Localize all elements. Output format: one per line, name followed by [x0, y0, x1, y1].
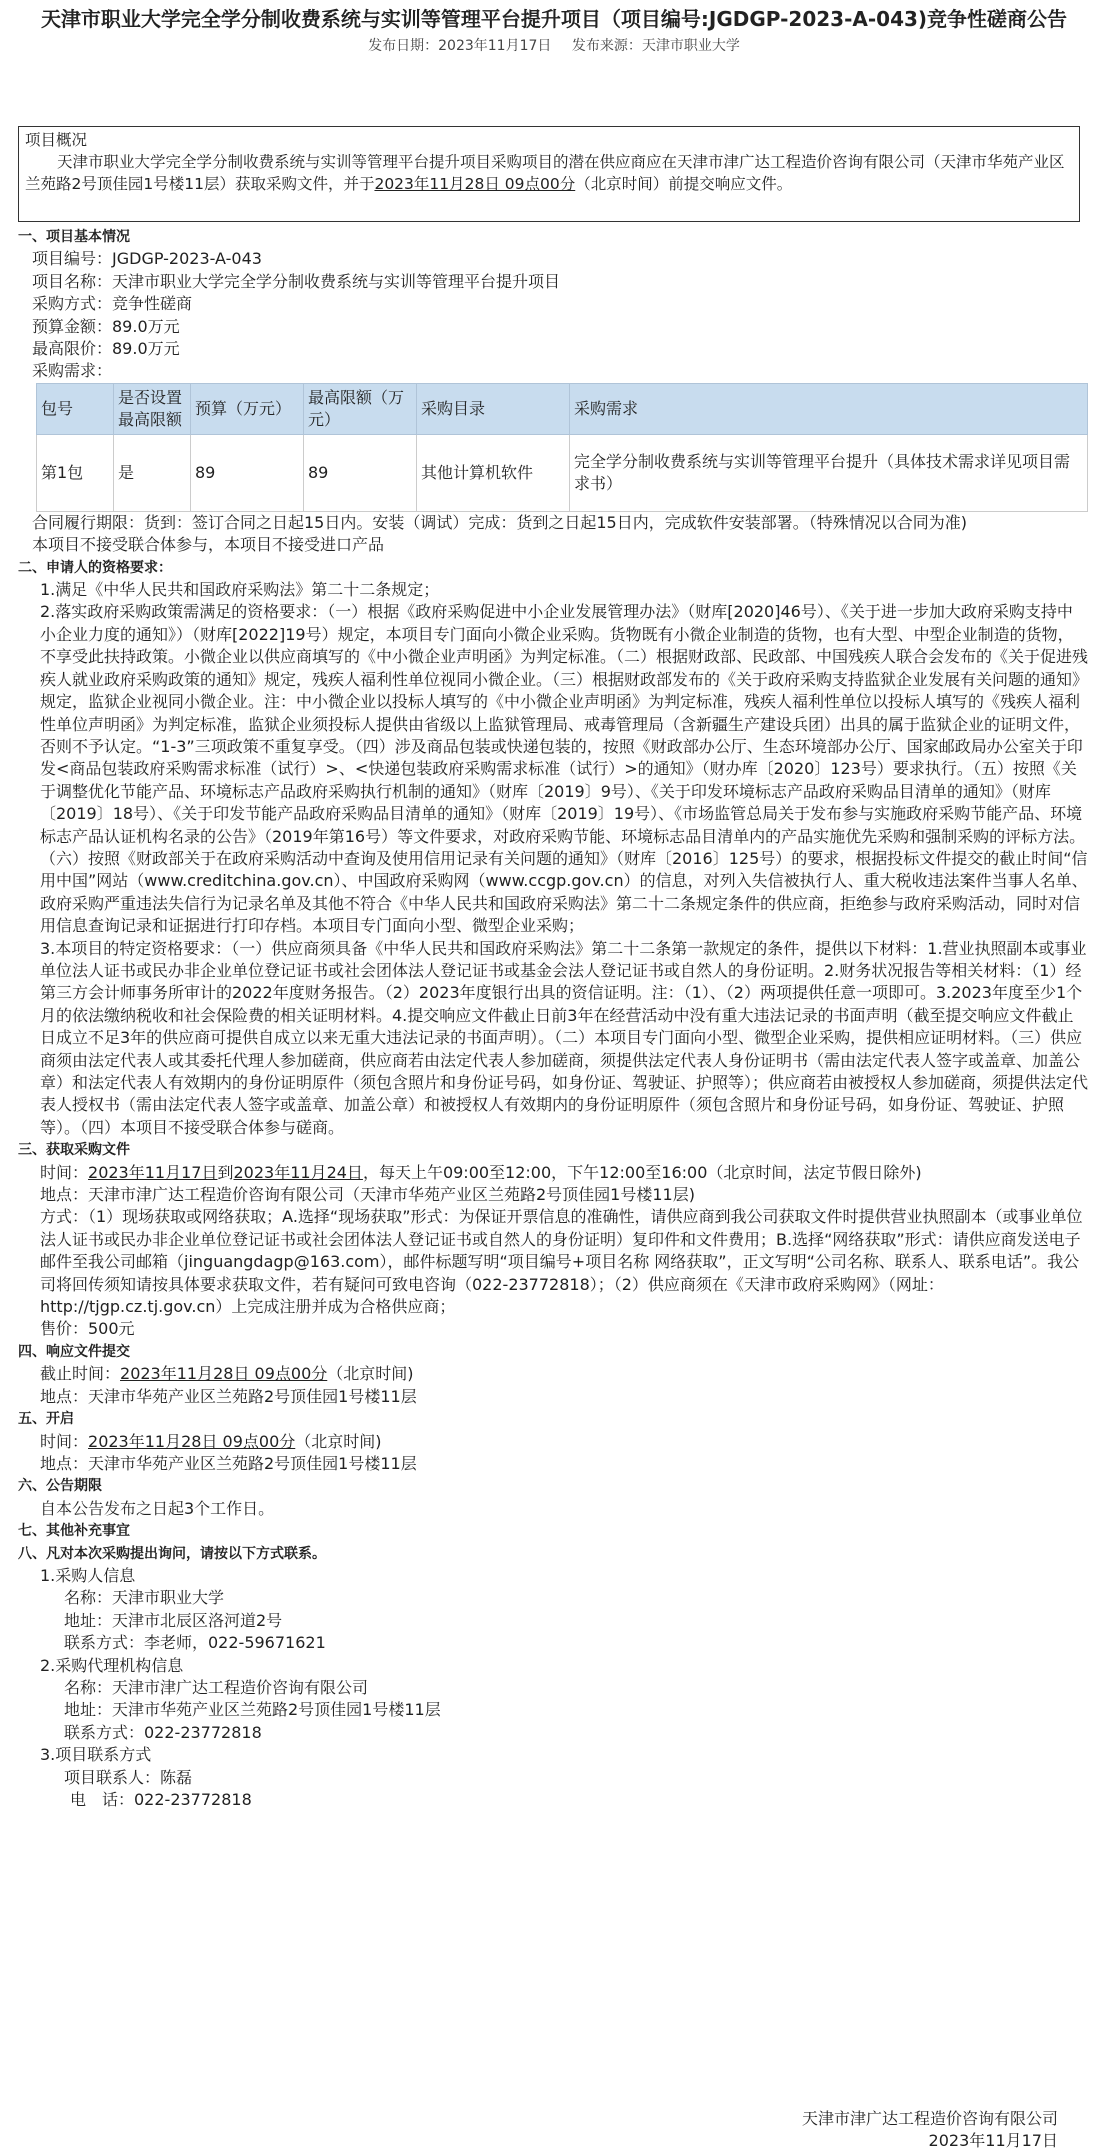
table-header: 采购目录: [417, 383, 570, 434]
submission-deadline-value: 2023年11月28日 09点00分: [120, 1364, 328, 1384]
table-header: 包号: [37, 383, 114, 434]
submission-deadline-suffix: （北京时间): [327, 1364, 414, 1384]
opening-time-value: 2023年11月28日 09点00分: [88, 1431, 296, 1451]
table-header: 预算（万元）: [191, 383, 304, 434]
overview-text-a: 天津市职业大学完全学分制收费系统与实训等管理平台提升项目采购项目的潜在供应商应在天津市津广达工程造价咨询有限公司（天津市华苑产业区兰苑路2号顶佳园1号楼11层）获取采购文件，并于: [25, 153, 1065, 193]
qualification-2: 2.落实政府采购政策需满足的资格要求：（一）根据《政府采购促进中小企业发展管理办法》（财库[2020]46号）、《关于进一步加大政府采购支持中小企业力度的通知》）（财库[2022]19号）规定，本项目专门面向小微企业采购。货物既有小微企业制造的货物，也有大型、中型企业制造的货物，不享受此扶持政策。小微企业以供应商填写的《中小微企业声明函》为判定标准。（二）根据财政部、民政部、中国残疾人联合会发布的《关于促进残疾人就业政府采购政策的通知》规定，残疾人福利性单位视同小微企业。（三）根据财政部发布的《关于政府采购支持监狱企业发展有关问题的通知》规定，监狱企业视同小微企业。注：中小微企业以投标人填写的《中小微企业声明函》为判定标准，残疾人福利性单位以投标人填写的《残疾人福利性单位声明函》为判定标准，监狱企业须投标人提供由省级以上监狱管理局、戒毒管理局（含新疆生产建设兵团）出具的属于监狱企业的证明文件，否则不予认定。“1-3”三项政策不重复享受。（四）涉及商品包装或快递包装的，按照《财政部办公厅、生态环境部办公厅、国家邮政局办公室关于印发<商品包装政府采购需求标准（试行）>、<快递包装政府采购需求标准（试行）>的通知》（财办库〔2020〕123号）要求执行。（五）按照《关于调整优化节能产品、环境标志产品政府采购执行机制的通知》（财库〔2019〕9号）、《关于印发环境标志产品政府采购品目清单的通知》（财库〔2019〕18号）、《关于印发节能产品政府采购品目清单的通知》（财库〔2019〕19号）、《市场监管总局关于发布参与实施政府采购节能产品、环境标志产品认证机构名录的公告》（2019年第16号）等文件要求，对政府采购节能、环境标志品目清单内的产品实施优先采购和强制采购的评标方法。（六）按照《财政部关于在政府采购活动中查询及使用信用记录有关问题的通知》（财库〔2016〕125号）的要求，根据投标文件提交的截止时间“信用中国”网站（www.creditchina.gov.cn）、中国政府采购网（www.ccgp.gov.cn）的信息，对列入失信被执行人、重大税收违法案件当事人名单、政府采购严重违法失信行为记录名单及其他不符合《中华人民共和国政府采购法》第二十二条规定条件的供应商，拒绝参与政府采购活动，同时对信用信息查询记录和证据进行打印存档。本项目专门面向小型、微型企业采购；: [40, 602, 1089, 936]
package-table: [36, 383, 1088, 512]
project-contact-phone: 电 话：022-23772818: [70, 1790, 252, 1809]
table-cell: 是: [114, 434, 191, 511]
table-header: 最高限额（万元）: [304, 383, 417, 434]
buyer-name: 名称：天津市职业大学: [64, 1588, 225, 1608]
opening-time-label: 时间：: [40, 1431, 89, 1451]
announcement-period: 自本公告发布之日起3个工作日。: [40, 1498, 275, 1518]
signature-date: 2023年11月17日: [928, 2131, 1058, 2150]
submission-deadline-label: 截止时间：: [40, 1364, 121, 1384]
table-header-row: [37, 383, 1088, 434]
overview-text: [25, 151, 1073, 195]
opening-time: [18, 1431, 1088, 1453]
requirements-label: 采购需求：: [32, 361, 113, 381]
opening-time-suffix: （北京时间): [295, 1431, 382, 1451]
publish-meta: [0, 36, 1108, 56]
table-row: [37, 434, 1088, 511]
acquire-time-rest: ，每天上午09:00至12:00，下午12:00至16:00（北京时间，法定节假日除外): [362, 1162, 922, 1182]
table-cell: 89: [191, 434, 304, 511]
section-heading-3: 三、获取采购文件: [18, 1142, 130, 1159]
qualification-3: 3.本项目的特定资格要求：（一）供应商须具备《中华人民共和国政府采购法》第二十二条第一款规定的条件，提供以下材料：1.营业执照副本或事业单位法人证书或民办非企业单位登记证书或社会团体法人登记证书或基金会法人登记证书或自然人的身份证明。2.财务状况报告等相关材料：（1）经第三方会计师事务所审计的2022年度财务报告。（2）2023年度银行出具的资信证明。注：（1）、（2）两项提供任意一项即可。3.2023年度至少1个月的依法缴纳税收和社会保险费的相关证明材料。4.提交响应文件截止日前3年在经营活动中没有重大违法记录的书面声明（截至提交响应文件截止日成立不足3年的供应商可提供自成立以来无重大违法记录的书面声明）。（二）本项目专门面向小型、微型企业采购，提供相应证明材料。（三）供应商须由法定代表人或其委托代理人参加磋商，供应商若由法定代表人参加磋商，须提供法定代表人身份证明书（需由法定代表人签字或盖章、加盖公章）和法定代表人有效期内的身份证明原件（须包含照片和身份证号码，如身份证、驾驶证、护照等）；供应商若由被授权人参加磋商，须提供法定代表人授权书（需由法定代表人签字或盖章、加盖公章）和被授权人有效期内的身份证明原件（须包含照片和身份证号码，如身份证、驾驶证、护照等）。（四）本项目不接受联合体参与磋商。: [40, 938, 1089, 1137]
table-header: 采购需求: [570, 383, 1088, 434]
table-cell: 完全学分制收费系统与实训等管理平台提升（具体技术需求详见项目需求书）: [570, 434, 1088, 511]
overview-box: [18, 126, 1080, 222]
agency-name: 名称：天津市津广达工程造价咨询有限公司: [64, 1677, 369, 1697]
table-cell: 第1包: [37, 434, 114, 511]
acquire-time-end: 2023年11月24日: [233, 1162, 363, 1182]
section-heading-8: 八、凡对本次采购提出询问，请按以下方式联系。: [18, 1545, 326, 1562]
overview-text-b: （北京时间）前提交响应文件。: [575, 175, 793, 193]
buyer-address: 地址：天津市北辰区洛河道2号: [64, 1610, 283, 1630]
acquire-place: 地点：天津市津广达工程造价咨询有限公司（天津市华苑产业区兰苑路2号顶佳园1号楼11层): [40, 1185, 695, 1205]
project-number: 项目编号：JGDGP-2023-A-043: [32, 249, 262, 269]
section-heading-4: 四、响应文件提交: [18, 1343, 130, 1360]
signature-org: 天津市津广达工程造价咨询有限公司: [801, 2109, 1058, 2128]
section-heading-5: 五、开启: [18, 1411, 74, 1428]
max-price: 最高限价：89.0万元: [32, 339, 180, 359]
acquire-price: 售价：500元: [40, 1319, 135, 1339]
opening-place: 地点：天津市华苑产业区兰苑路2号顶佳园1号楼11层: [40, 1453, 417, 1473]
agency-address: 地址：天津市华苑产业区兰苑路2号顶佳园1号楼11层: [64, 1700, 441, 1720]
section-heading-1: 一、项目基本情况: [18, 229, 130, 245]
procurement-method: 采购方式：竞争性磋商: [32, 294, 193, 314]
submission-place: 地点：天津市华苑产业区兰苑路2号顶佳园1号楼11层: [40, 1386, 417, 1406]
project-contact-title: 3.项目联系方式: [40, 1745, 152, 1765]
overview-label: 项目概况: [25, 131, 88, 149]
agency-info-title: 2.采购代理机构信息: [40, 1655, 184, 1675]
acquire-time-to: 到: [217, 1162, 234, 1182]
budget-amount: 预算金额：89.0万元: [32, 316, 180, 336]
table-cell: 89: [304, 434, 417, 511]
qualification-1: 1.满足《中华人民共和国政府采购法》第二十二条规定；: [40, 580, 440, 600]
project-contact-person: 项目联系人：陈磊: [64, 1767, 193, 1787]
acquire-method: 方式：（1）现场获取或网络获取；A.选择“现场获取”形式：为保证开票信息的准确性，请供应商到我公司获取文件时提供营业执照副本（或事业单位法人证书或民办非企业单位登记证书或社会团体法人登记证书或自然人的身份证明）复印件和文件费用；B.选择“网络获取”形式：请供应商发送电子邮件至我公司邮箱（jinguangdagp@163.com），邮件标题写明“项目编号+项目名称 网络获取”，正文写明“公司名称、联系人、联系电话”。我公司将回传须知请按具体要求获取文件，若有疑问可致电咨询（022-23772818）；（2）供应商须在《天津市政府采购网》（网址：http://tjgp.cz.tj.gov.cn）上完成注册并成为合格供应商；: [40, 1207, 1083, 1317]
page-title: 天津市职业大学完全学分制收费系统与实训等管理平台提升项目（项目编号:JGDGP-2023-A-043)竞争性磋商公告: [40, 7, 1068, 31]
contract-period: 合同履行期限：货到：签订合同之日起15日内。安装（调试）完成：货到之日起15日内，完成软件安装部署。（特殊情况以合同为准): [32, 512, 967, 532]
overview-deadline: 2023年11月28日 09点00分: [374, 175, 576, 193]
buyer-contact: 联系方式：李老师，022-59671621: [64, 1633, 326, 1653]
section-heading-2: 二、申请人的资格要求：: [18, 559, 172, 576]
main-content: [18, 226, 1088, 1811]
project-name: 项目名称：天津市职业大学完全学分制收费系统与实训等管理平台提升项目: [32, 271, 561, 291]
publish-date: 发布日期：2023年11月17日: [368, 38, 552, 54]
table-cell: 其他计算机软件: [417, 434, 570, 511]
acquire-time-start: 2023年11月17日: [88, 1162, 218, 1182]
submission-deadline: [18, 1363, 1088, 1385]
publish-source: 发布来源：天津市职业大学: [571, 38, 740, 54]
buyer-info-title: 1.采购人信息: [40, 1565, 136, 1585]
table-header: 是否设置最高限额: [114, 383, 191, 434]
acquire-time: [18, 1162, 1088, 1184]
agency-contact: 联系方式：022-23772818: [64, 1722, 262, 1742]
consortium-note: 本项目不接受联合体参与，本项目不接受进口产品: [32, 535, 385, 555]
section-heading-6: 六、公告期限: [18, 1478, 102, 1495]
acquire-time-label: 时间：: [40, 1162, 89, 1182]
section-heading-7: 七、其他补充事宜: [18, 1523, 130, 1540]
